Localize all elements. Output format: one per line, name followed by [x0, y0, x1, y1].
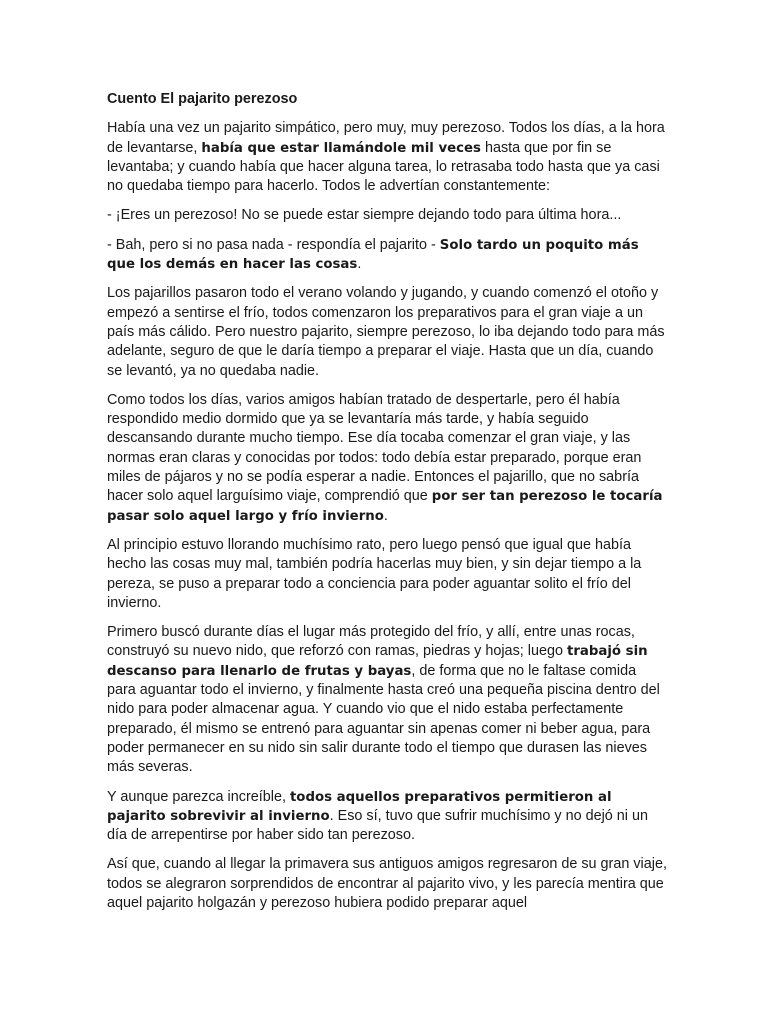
paragraph-5 [107, 391, 667, 526]
paragraph-1-text-1: Había una vez un pajarito simpático, pero muy, muy perezoso. Todos los días, a la hora de levantarse, [107, 120, 665, 156]
story-title: Cuento El pajarito perezoso [107, 91, 298, 107]
paragraph-1-text-2: hasta que por fin se levantaba; y cuando había que hacer alguna tarea, lo retrasaba todo hasta que ya casi no quedaba tiempo para hacerlo. Todos le advertían constantemente: [107, 139, 660, 195]
paragraph-7-bold-1: trabajó sin descanso para llenarlo de frutas y bayas [107, 644, 648, 679]
paragraph-5-bold-1: por ser tan perezoso le tocaría pasar solo aquel largo y frío invierno [107, 489, 663, 524]
paragraph-2-text-1: - ¡Eres un perezoso! No se puede estar siempre dejando todo para última hora... [107, 207, 622, 224]
paragraph-1-bold-1: había que estar llamándole mil veces [201, 140, 481, 156]
paragraph-1 [107, 119, 667, 196]
paragraph-4-text-1: Los pajarillos pasaron todo el verano volando y jugando, y cuando comenzó el otoño y empezó a sentirse el frío, todos comenzaron los preparativos para el gran viaje a un país más cálido. Pero nuestro pajarito, siempre perezoso, lo iba dejando todo para más adelante, seguro de que le daría tiempo a preparar el viaje. Hasta que un día, cuando se levantó, ya no quedaba nadie. [107, 285, 665, 379]
paragraph-7-text-2: , de forma que no le faltase comida para aguantar todo el invierno, y finalmente hasta creó una pequeña piscina dentro del nido para poder almacenar agua. Y cuando vio que el nido estaba perfectamente preparado, él mismo se entrenó para aguantar sin apenas comer ni beber agua, para poder permanecer en su nido sin salir durante todo el tiempo que durasen las nieves más severas. [107, 662, 660, 776]
paragraph-2 [107, 206, 667, 225]
paragraph-3-text-1: - Bah, pero si no pasa nada - respondía el pajarito - [107, 236, 440, 253]
paragraph-7-text-1: Primero buscó durante días el lugar más protegido del frío, y allí, entre unas rocas, construyó su nuevo nido, que reforzó con ramas, piedras y hojas; luego [107, 624, 635, 660]
paragraph-8-text-1: Y aunque parezca increíble, [107, 788, 290, 805]
paragraph-9 [107, 855, 667, 913]
paragraph-4 [107, 284, 667, 380]
paragraph-8 [107, 788, 667, 846]
paragraph-7 [107, 623, 667, 777]
paragraph-6-text-1: Al principio estuvo llorando muchísimo rato, pero luego pensó que igual que había hecho las cosas muy mal, también podría hacerlas muy bien, y sin dejar tiempo a la pereza, se puso a preparar todo a conciencia para poder aguantar solito el frío del invierno. [107, 536, 642, 611]
paragraph-8-bold-1: todos aquellos preparativos permitieron al pajarito sobrevivir al invierno [107, 789, 612, 824]
paragraph-3-text-2: . [357, 256, 362, 273]
paragraph-9-text-1: Así que, cuando al llegar la primavera sus antiguos amigos regresaron de su gran viaje, todos se alegraron sorprendidos de encontrar al pajarito vivo, y les parecía mentira que aquel pajarito holgazán y perezoso hubiera podido preparar aquel [107, 856, 667, 911]
paragraph-3-bold-1: Solo tardo un poquito más que los demás en hacer las cosas [107, 237, 639, 273]
paragraph-3 [107, 236, 667, 275]
paragraph-6 [107, 536, 667, 613]
document-page [107, 90, 667, 923]
paragraph-8-text-2: . Eso sí, tuvo que sufrir muchísimo y no dejó ni un día de arrepentirse por haber sido tan perezoso. [107, 807, 648, 844]
paragraph-5-text-2: . [383, 507, 388, 524]
paragraph-5-text-1: Como todos los días, varios amigos habían tratado de despertarle, pero él había respondido medio dormido que ya se levantaría más tarde, y había seguido descansando durante mucho tiempo. Ese día tocaba comenzar el gran viaje, y las normas eran claras y conocidas por todos: todo debía estar preparado, porque eran miles de pájaros y no se podía esperar a nadie. Entonces el pajarillo, que no sabría hacer solo aquel larguísimo viaje, comprendió que [107, 391, 642, 505]
